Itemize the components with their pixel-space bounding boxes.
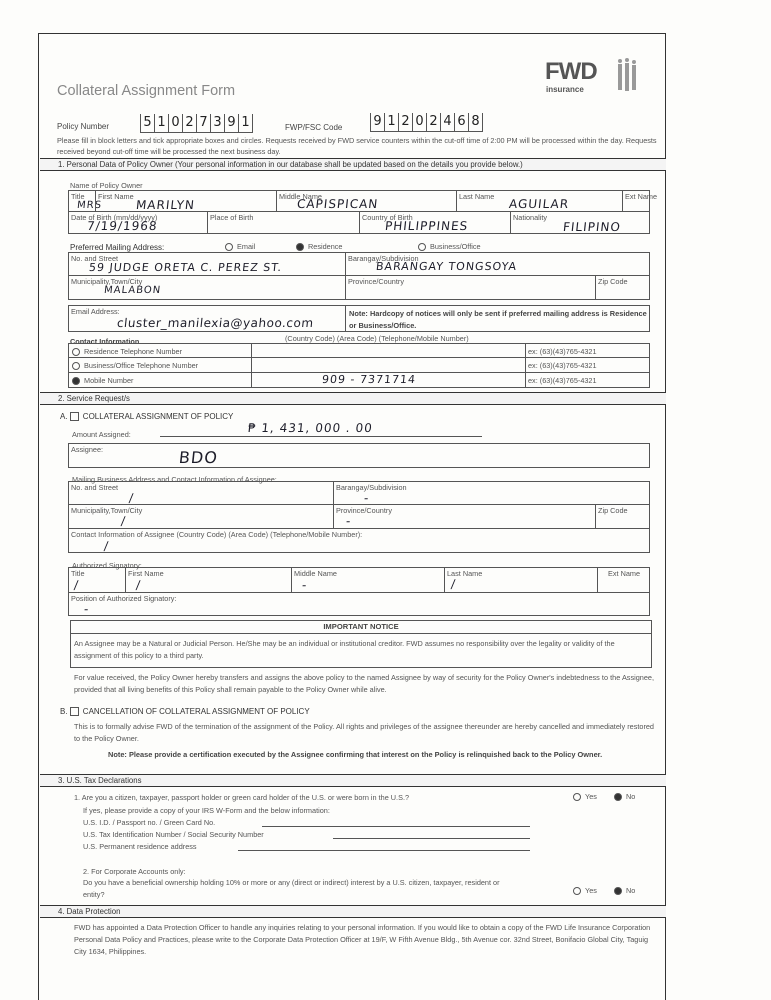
checkbox-icon[interactable] (70, 707, 79, 716)
data-protection-text: FWD has appointed a Data Protection Officer to handle any inquiries relating to your personal information. If you would like to obtain a copy of the FWD Life Insurance Corporation Personal Data Policy and Practices, please write to the Corporate Data Protection Officer at 19/F, W Fifth Avenue Bldg., 5th Avenue cor. 32nd Street, Bonifacio Global City, Taguig City 1634, Philippines. (74, 923, 651, 956)
nationality-field[interactable]: Nationality FILIPINO (510, 211, 650, 234)
tax-q1-field-label: U.S. Permanent residence address (83, 842, 197, 851)
radio-checked-icon (72, 377, 80, 385)
amount-label: Amount Assigned: (72, 430, 131, 439)
middle-name-field[interactable]: Middle Name CAPISPICAN (276, 190, 457, 212)
section-2-header: 2. Service Request/s (40, 392, 666, 405)
radio-icon (573, 793, 581, 801)
digit-box: 2 (182, 114, 196, 132)
form-title: Collateral Assignment Form (57, 83, 236, 99)
phone-option[interactable]: Business/Office Telephone Number (72, 361, 198, 370)
signatory-last-name-field[interactable]: Last Name / (444, 567, 598, 593)
mailing-option-business[interactable]: Business/Office (418, 242, 481, 251)
digit-box: 7 (196, 114, 210, 132)
digit-box: 4 (440, 113, 454, 131)
radio-icon (418, 243, 426, 251)
name-label: Name of Policy Owner (70, 181, 143, 190)
street-field[interactable]: No. and Street 59 JUDGE ORETA C. PEREZ ST. (68, 252, 346, 276)
assignee-zip-field[interactable]: Zip Code (595, 504, 650, 529)
us-address-field[interactable] (238, 850, 530, 851)
province-field[interactable]: Province/Country (345, 275, 596, 300)
mailing-option-residence[interactable]: Residence (296, 242, 342, 251)
first-name-field[interactable]: First Name MARILYN (95, 190, 277, 212)
digit-box: 9 (370, 113, 384, 131)
contact-columns: (Country Code) (Area Code) (Telephone/Mobile Number) (285, 334, 469, 343)
phone-row[interactable] (68, 373, 650, 388)
mailing-label: Preferred Mailing Address: (70, 243, 165, 252)
ext-name-field[interactable]: Ext Name (622, 190, 650, 212)
digit-box: 1 (154, 114, 168, 132)
q1-yes-option[interactable]: Yes (573, 792, 597, 801)
assignee-province-field[interactable]: Province/Country - (333, 504, 596, 529)
zip-field[interactable]: Zip Code (595, 275, 650, 300)
radio-icon (72, 348, 80, 356)
digit-box: 5 (140, 114, 154, 132)
policy-number-label: Policy Number (57, 122, 110, 131)
us-tin-field[interactable] (333, 838, 530, 839)
digit-box: 3 (210, 114, 224, 132)
mailing-option-email[interactable]: Email (225, 242, 255, 251)
section-3-header: 3. U.S. Tax Declarations (40, 774, 666, 787)
radio-checked-icon (296, 243, 304, 251)
assignee-barangay-field[interactable]: Barangay/Subdivision - (333, 481, 650, 505)
assignee-municipality-field[interactable]: Municipality,Town/City / (68, 504, 334, 529)
signatory-middle-name-field[interactable]: Middle Name - (291, 567, 445, 593)
signatory-ext-name-field[interactable]: Ext Name (597, 567, 650, 593)
dob-field[interactable]: Date of Birth (mm/dd/yyyy) 7/19/1968 (68, 211, 208, 234)
digit-box: 1 (238, 114, 252, 132)
policy-number-field[interactable] (140, 114, 253, 133)
phone-table (68, 343, 650, 388)
tax-q2: Do you have a beneficial ownership holding 10% or more or any (direct or indirect) interest by a U.S. citizen, taxpayer, resident or entity? (83, 878, 500, 899)
section-4-header: 4. Data Protection (40, 905, 666, 918)
assignee-field[interactable]: Assignee: BDO (68, 443, 650, 468)
digit-box: 6 (454, 113, 468, 131)
tax-q2-title: 2. For Corporate Accounts only: (83, 867, 186, 876)
phone-example: ex: (63)(43)765-4321 (528, 361, 597, 370)
assignee-address-label: Mailing Business Address and Contact Information of Assignee: (72, 475, 277, 484)
digit-box: 8 (468, 113, 482, 131)
amount-field[interactable]: ₱ 1, 431, 000 . 00 (160, 421, 482, 437)
title-field[interactable]: Title MRS (68, 190, 96, 212)
tax-q1: 1. Are you a citizen, taxpayer, passport holder or green card holder of the U.S. or were born in the U.S.? (74, 793, 410, 802)
place-of-birth-field[interactable]: Place of Birth (207, 211, 360, 234)
phone-option[interactable]: Residence Telephone Number (72, 347, 182, 356)
radio-checked-icon (614, 887, 622, 895)
checkbox-icon[interactable] (70, 412, 79, 421)
radio-icon (72, 362, 80, 370)
digit-box: 0 (412, 113, 426, 131)
phone-value-field[interactable] (251, 357, 526, 372)
signatory-position-field[interactable]: Position of Authorized Signatory: - (68, 592, 650, 616)
signatory-first-name-field[interactable]: First Name / (125, 567, 292, 593)
section-1-header: 1. Personal Data of Policy Owner (Your personal information in our database shall be updated based on the details you provide below.) (40, 158, 666, 171)
radio-icon (225, 243, 233, 251)
digit-box: 2 (426, 113, 440, 131)
email-field[interactable]: Email Address: cluster_manilexia@yahoo.com (68, 305, 346, 332)
section-a[interactable]: A. COLLATERAL ASSIGNMENT OF POLICY (60, 412, 234, 421)
phone-example: ex: (63)(43)765-4321 (528, 347, 597, 356)
last-name-field[interactable]: Last Name AGUILAR (456, 190, 623, 212)
radio-checked-icon (614, 793, 622, 801)
fwd-logo: FWD insurance (545, 58, 640, 98)
tax-q1-sub: If yes, please provide a copy of your IRS W-Form and the below information: (83, 806, 330, 815)
assignee-contact-field[interactable]: Contact Information of Assignee (Country Code) (Area Code) (Telephone/Mobile Number): / (68, 528, 650, 553)
contact-label: Contact Information (70, 337, 140, 346)
transfer-text: For value received, the Policy Owner hereby transfers and assigns the above policy to the named Assignee by way of security for the Policy Owner's indebtedness to the Assignee, provided that all living benefits of this Policy shall remain payable to the Policy Owner while alive. (74, 673, 654, 694)
phone-option[interactable]: Mobile Number (72, 376, 133, 385)
phone-value-field[interactable]: 909 - 7371714 (251, 372, 526, 387)
phone-example: ex: (63)(43)765-4321 (528, 376, 597, 385)
phone-row[interactable] (68, 358, 650, 373)
digit-box: 1 (384, 113, 398, 131)
instructions: Please fill in block letters and tick appropriate boxes and circles. Requests received by FWD service counters within the cut-off time of 2:00 PM will be processed within the day. Requests received beyond cut-off time will be processed the next business day. (57, 136, 657, 156)
radio-icon (573, 887, 581, 895)
q1-no-option[interactable]: No (614, 792, 635, 801)
runners-icon (615, 58, 639, 94)
important-notice: IMPORTANT NOTICE An Assignee may be a Natural or Judicial Person. He/She may be an individual or institutional creditor. FWD assumes no responsibility over the legality or validity of the assignment of this policy to a third party. (70, 620, 652, 668)
signatory-title-field[interactable]: Title / (68, 567, 126, 593)
q2-yes-option[interactable]: Yes (573, 886, 597, 895)
digit-box: 9 (224, 114, 238, 132)
phone-row[interactable] (68, 343, 650, 358)
digit-box: 0 (168, 114, 182, 132)
fwp-code-field[interactable] (370, 113, 483, 132)
tax-q1-field-label: U.S. I.D. / Passport no. / Green Card No. (83, 818, 216, 827)
section-b[interactable]: B. CANCELLATION OF COLLATERAL ASSIGNMENT OF POLICY (60, 707, 310, 716)
digit-box: 2 (398, 113, 412, 131)
assignee-street-field[interactable]: No. and Street / (68, 481, 334, 505)
barangay-field[interactable]: Barangay/Subdivision BARANGAY TONGSOYA (345, 252, 650, 276)
hardcopy-note: Note: Hardcopy of notices will only be sent if preferred mailing address is Residence or Business/Office. (345, 305, 650, 332)
country-of-birth-field[interactable]: Country of Birth PHILIPPINES (359, 211, 511, 234)
cancellation-note: Note: Please provide a certification executed by the Assignee confirming that interest on the Policy is relinquished back to the Policy Owner. (108, 750, 603, 759)
fwp-code-label: FWP/FSC Code (285, 123, 343, 132)
q2-no-option[interactable]: No (614, 886, 635, 895)
signatory-label: Authorized Signatory: (72, 561, 142, 570)
cancellation-text: This is to formally advise FWD of the termination of the assignment of the Policy. All rights and privileges of the assignee thereunder are hereby cancelled and immediately restored to the Policy Owner. (74, 722, 654, 743)
tax-q1-field-label: U.S. Tax Identification Number / Social Security Number (83, 830, 264, 839)
municipality-field[interactable]: Municipality,Town/City MALABON (68, 275, 346, 300)
us-id-field[interactable] (262, 826, 530, 827)
phone-value-field[interactable] (251, 343, 526, 358)
